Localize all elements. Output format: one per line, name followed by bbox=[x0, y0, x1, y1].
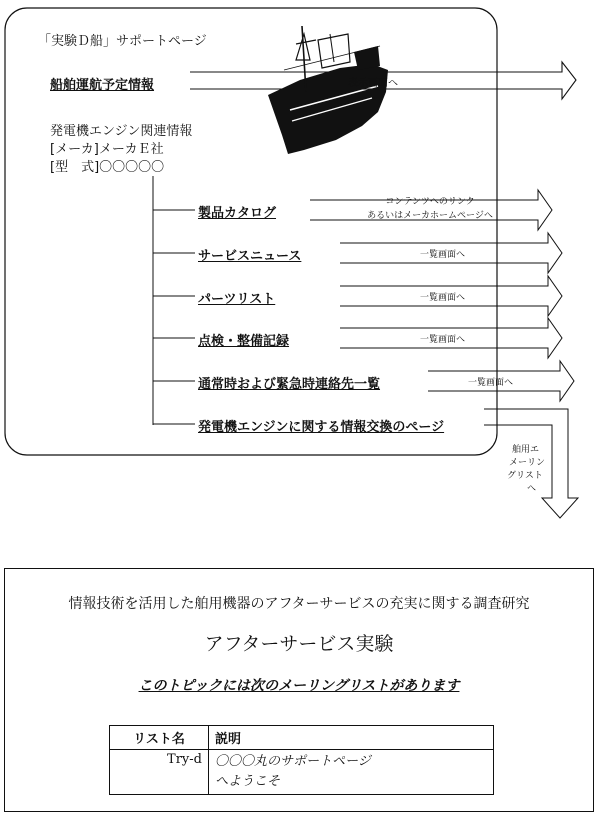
header-description: 説明 bbox=[209, 726, 494, 750]
mailing-note-line-4: へ bbox=[527, 484, 537, 494]
service-news-link[interactable]: サービスニュース bbox=[198, 249, 302, 264]
catalog-link[interactable]: 製品カタログ bbox=[198, 206, 277, 221]
description-line-2: へようこそ bbox=[215, 774, 281, 789]
inspection-records-note: 一覧画面へ bbox=[420, 335, 466, 345]
description-line-1: 〇〇〇丸のサポートページ bbox=[215, 754, 371, 769]
service-news-note: 一覧画面へ bbox=[420, 250, 466, 260]
model-line: [型 式]〇〇〇〇〇 bbox=[50, 160, 165, 175]
mailing-list-table bbox=[109, 725, 494, 795]
parts-list-note: 一覧画面へ bbox=[420, 293, 466, 303]
contacts-link[interactable]: 通常時および緊急時連絡先一覧 bbox=[198, 377, 381, 392]
description-cell bbox=[209, 750, 494, 795]
contacts-note: 一覧画面へ bbox=[468, 378, 514, 388]
table-row[interactable] bbox=[110, 750, 494, 795]
maker-line: [メーカ]メーカＥ社 bbox=[50, 142, 164, 157]
schedule-link[interactable]: 船舶運航予定情報 bbox=[50, 78, 155, 93]
mailing-list-page bbox=[4, 568, 594, 812]
inspection-records-link[interactable]: 点検・整備記録 bbox=[198, 334, 290, 349]
exchange-page-link[interactable]: 発電機エンジンに関する情報交換のページ bbox=[198, 420, 445, 435]
mailing-note-line-3: グリスト bbox=[507, 471, 543, 481]
topic-text: このトピックには次のメーリングリストがあります bbox=[138, 678, 460, 694]
list-name-cell[interactable]: Try-d bbox=[110, 750, 209, 795]
catalog-note-1: コンテンツへのリンク bbox=[385, 197, 475, 207]
mailing-list-note bbox=[503, 444, 545, 496]
main-title: アフターサービス実験 bbox=[204, 633, 394, 655]
header-list-name: リスト名 bbox=[110, 726, 209, 750]
table-header-row bbox=[110, 726, 494, 750]
research-title: 情報技術を活用した舶用機器のアフターサービスの充実に関する調査研究 bbox=[68, 596, 530, 612]
panel-title: 「実験Ｄ船」サポートページ bbox=[38, 34, 207, 49]
mailing-note-line-2: メーリン bbox=[509, 458, 546, 468]
schedule-note: 表示画面へ bbox=[348, 78, 398, 89]
parts-list-link[interactable]: パーツリスト bbox=[198, 292, 276, 307]
ship-illustration bbox=[268, 26, 388, 154]
engine-heading: 発電機エンジン関連情報 bbox=[50, 124, 193, 139]
mailing-note-line-1: 舶用エ bbox=[512, 445, 540, 455]
catalog-note-2: あるいはメーカホームページへ bbox=[367, 211, 493, 221]
